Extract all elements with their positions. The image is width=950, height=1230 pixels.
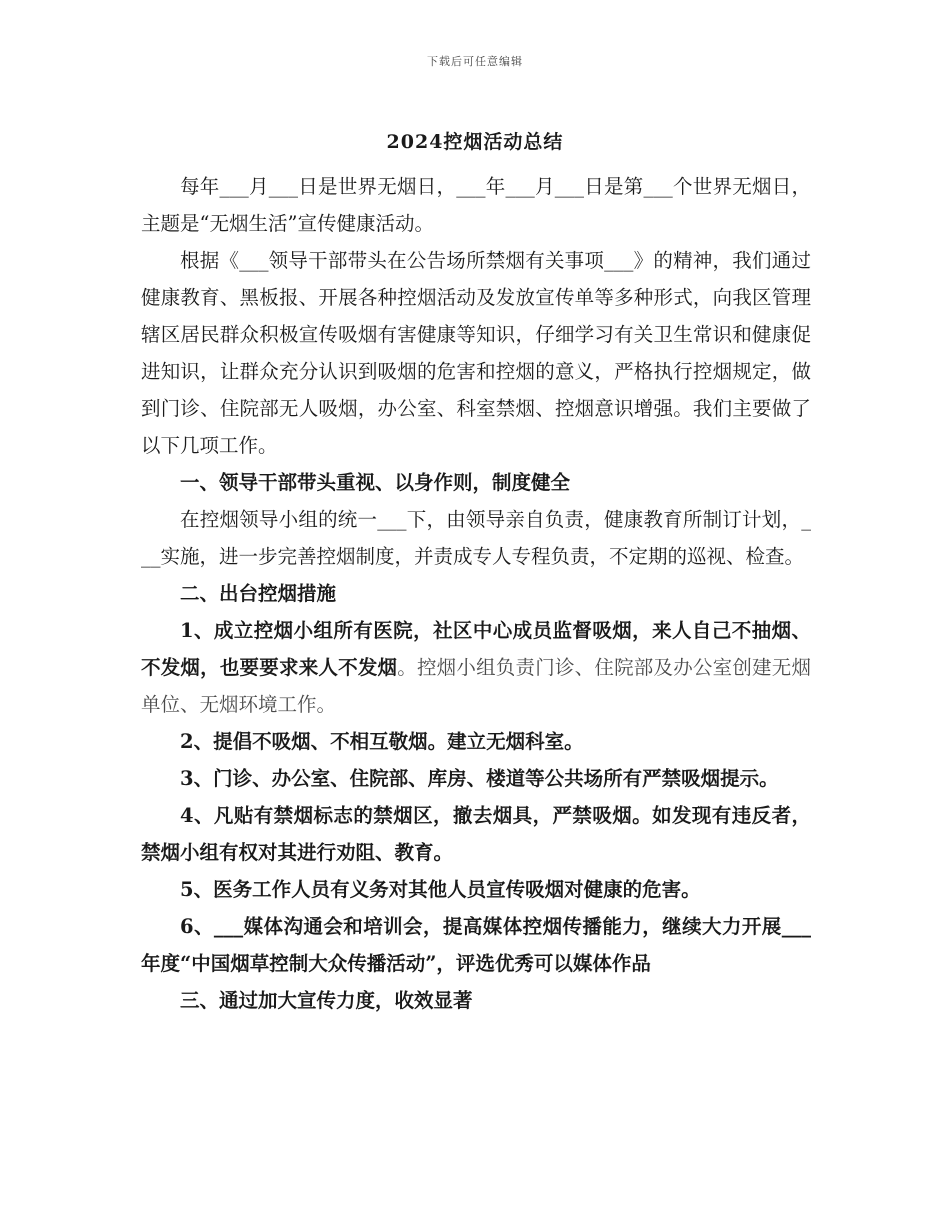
list-item-2: 2、提倡不吸烟、不相互敬烟。建立无烟科室。 (180, 730, 584, 753)
list-item-1-rest: 。控烟小组负责门诊、住院部及办公室创建无烟单位、无烟环境工作。 (141, 656, 811, 716)
document-title: 2024控烟活动总结 (386, 131, 564, 153)
paragraph-leadership: 在控烟领导小组的统一___下，由领导亲自负责，健康教育所制订计划，___实施，进一步完善控烟制度，并责成专人专程负责，不定期的巡视、检查。 (141, 508, 811, 568)
list-item-4: 4、凡贴有禁烟标志的禁烟区，撤去烟具，严禁吸烟。如发现有违反者，禁烟小组有权对其进行劝阻、教育。 (141, 804, 811, 864)
section-heading-3: 三、通过加大宣传力度，收效显著 (180, 989, 473, 1012)
list-item-3: 3、门诊、办公室、住院部、库房、楼道等公共场所有严禁吸烟提示。 (180, 767, 779, 790)
list-item-6: 6、___媒体沟通会和培训会，提高媒体控烟传播能力，继续大力开展___年度“中国烟草控制大众传播活动”，评选优秀可以媒体作品 (141, 915, 811, 975)
section-heading-2: 二、出台控烟措施 (180, 582, 337, 605)
list-item-1 (141, 612, 811, 723)
list-item-5: 5、医务工作人员有义务对其他人员宣传吸烟对健康的危害。 (180, 878, 701, 901)
document-body (141, 168, 811, 1019)
paragraph-overview: 根据《___领导干部带头在公告场所禁烟有关事项___》的精神，我们通过健康教育、黑板报、开展各种控烟活动及发放宣传单等多种形式，向我区管理辖区居民群众积极宣传吸烟有害健康等知识，仔细学习有关卫生常识和健康促进知识，让群众充分认识到吸烟的危害和控烟的意义，严格执行控烟规定，做到门诊、住院部无人吸烟，办公室、科室禁烟、控烟意识增强。我们主要做了以下几项工作。 (141, 249, 811, 457)
page-header-note: 下载后可任意编辑 (427, 55, 523, 68)
paragraph-world-no-tobacco-day: 每年___月___日是世界无烟日，___年___月___日是第___个世界无烟日，主题是“无烟生活”宣传健康活动。 (141, 175, 811, 235)
list-item-1-bold: 1、成立控烟小组所有医院，社区中心成员监督吸烟，来人自己不抽烟、不发烟，也要要求来人不发烟 (141, 619, 811, 679)
section-heading-1: 一、领导干部带头重视、以身作则，制度健全 (180, 471, 571, 494)
